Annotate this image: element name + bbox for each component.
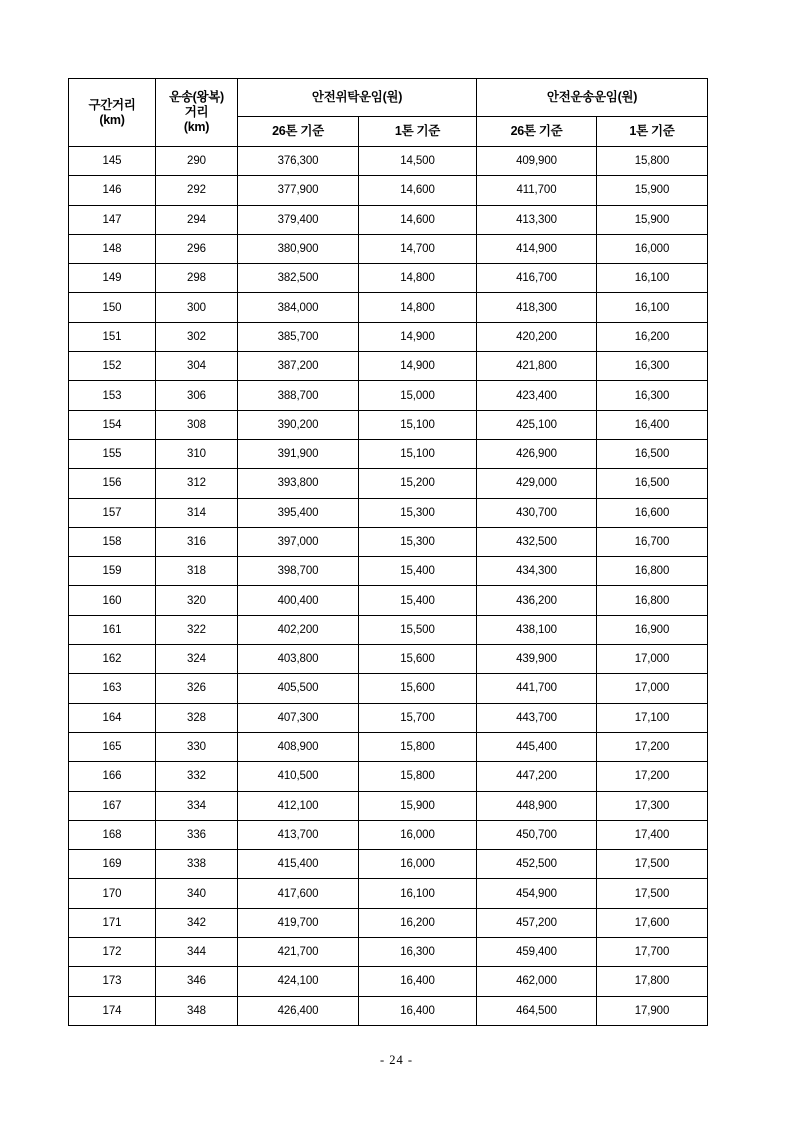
cell-consignment-1ton: 15,600: [359, 645, 477, 674]
cell-round-trip-distance: 336: [156, 820, 238, 849]
cell-consignment-26ton: 393,800: [238, 469, 359, 498]
cell-section-distance: 162: [69, 645, 156, 674]
cell-transport-1ton: 16,600: [597, 498, 708, 527]
cell-round-trip-distance: 310: [156, 439, 238, 468]
cell-round-trip-distance: 348: [156, 996, 238, 1025]
cell-consignment-26ton: 403,800: [238, 645, 359, 674]
cell-transport-1ton: 17,700: [597, 938, 708, 967]
cell-consignment-1ton: 16,300: [359, 938, 477, 967]
table-row: [69, 322, 708, 351]
cell-transport-26ton: 426,900: [477, 439, 597, 468]
cell-section-distance: 149: [69, 264, 156, 293]
cell-transport-26ton: 452,500: [477, 850, 597, 879]
cell-consignment-26ton: 391,900: [238, 439, 359, 468]
column-header-section-distance-unit: (km): [99, 112, 125, 127]
cell-consignment-26ton: 390,200: [238, 410, 359, 439]
cell-consignment-26ton: 395,400: [238, 498, 359, 527]
table-row: [69, 352, 708, 381]
cell-section-distance: 167: [69, 791, 156, 820]
cell-transport-26ton: 457,200: [477, 908, 597, 937]
cell-round-trip-distance: 306: [156, 381, 238, 410]
cell-transport-26ton: 439,900: [477, 645, 597, 674]
cell-round-trip-distance: 296: [156, 234, 238, 263]
table-row: [69, 234, 708, 263]
cell-consignment-26ton: 405,500: [238, 674, 359, 703]
cell-consignment-1ton: 14,900: [359, 352, 477, 381]
table-row: [69, 645, 708, 674]
cell-consignment-1ton: 16,400: [359, 967, 477, 996]
cell-transport-1ton: 16,200: [597, 322, 708, 351]
cell-consignment-26ton: 419,700: [238, 908, 359, 937]
cell-transport-26ton: 434,300: [477, 557, 597, 586]
cell-consignment-26ton: 421,700: [238, 938, 359, 967]
cell-consignment-1ton: 16,200: [359, 908, 477, 937]
cell-consignment-26ton: 412,100: [238, 791, 359, 820]
cell-round-trip-distance: 338: [156, 850, 238, 879]
cell-transport-1ton: 16,300: [597, 352, 708, 381]
cell-consignment-1ton: 14,700: [359, 234, 477, 263]
cell-transport-26ton: 425,100: [477, 410, 597, 439]
freight-rate-table: [68, 78, 708, 1026]
cell-consignment-1ton: 15,300: [359, 527, 477, 556]
cell-round-trip-distance: 304: [156, 352, 238, 381]
table-row: [69, 498, 708, 527]
cell-round-trip-distance: 326: [156, 674, 238, 703]
cell-transport-26ton: 450,700: [477, 820, 597, 849]
cell-round-trip-distance: 324: [156, 645, 238, 674]
cell-section-distance: 172: [69, 938, 156, 967]
cell-round-trip-distance: 290: [156, 147, 238, 176]
table-row: [69, 820, 708, 849]
table-row: [69, 879, 708, 908]
cell-transport-1ton: 17,500: [597, 879, 708, 908]
cell-section-distance: 160: [69, 586, 156, 615]
cell-round-trip-distance: 300: [156, 293, 238, 322]
cell-transport-1ton: 16,800: [597, 557, 708, 586]
cell-transport-1ton: 17,800: [597, 967, 708, 996]
cell-round-trip-distance: 342: [156, 908, 238, 937]
cell-section-distance: 166: [69, 762, 156, 791]
cell-round-trip-distance: 294: [156, 205, 238, 234]
column-header-round-trip-line2: 거리: [184, 105, 209, 120]
cell-transport-1ton: 17,500: [597, 850, 708, 879]
cell-transport-1ton: 17,200: [597, 762, 708, 791]
cell-consignment-26ton: 408,900: [238, 732, 359, 761]
cell-round-trip-distance: 332: [156, 762, 238, 791]
cell-consignment-26ton: 397,000: [238, 527, 359, 556]
cell-section-distance: 150: [69, 293, 156, 322]
column-header-transport-1ton: 1톤 기준: [597, 117, 708, 147]
cell-section-distance: 151: [69, 322, 156, 351]
cell-consignment-1ton: 15,700: [359, 703, 477, 732]
cell-consignment-1ton: 15,400: [359, 586, 477, 615]
cell-consignment-1ton: 14,600: [359, 205, 477, 234]
table-row: [69, 410, 708, 439]
table-row: [69, 469, 708, 498]
table-row: [69, 791, 708, 820]
cell-round-trip-distance: 334: [156, 791, 238, 820]
cell-transport-26ton: 421,800: [477, 352, 597, 381]
cell-consignment-1ton: 15,100: [359, 439, 477, 468]
cell-transport-1ton: 17,000: [597, 674, 708, 703]
cell-consignment-26ton: 387,200: [238, 352, 359, 381]
cell-consignment-26ton: 377,900: [238, 176, 359, 205]
cell-consignment-1ton: 14,600: [359, 176, 477, 205]
cell-section-distance: 157: [69, 498, 156, 527]
cell-consignment-1ton: 16,000: [359, 850, 477, 879]
cell-transport-26ton: 413,300: [477, 205, 597, 234]
cell-round-trip-distance: 340: [156, 879, 238, 908]
cell-transport-26ton: 454,900: [477, 879, 597, 908]
cell-consignment-1ton: 15,100: [359, 410, 477, 439]
table-row: [69, 762, 708, 791]
cell-transport-1ton: 16,500: [597, 439, 708, 468]
cell-transport-1ton: 15,900: [597, 176, 708, 205]
cell-round-trip-distance: 328: [156, 703, 238, 732]
cell-transport-26ton: 411,700: [477, 176, 597, 205]
cell-section-distance: 173: [69, 967, 156, 996]
cell-section-distance: 146: [69, 176, 156, 205]
cell-transport-26ton: 438,100: [477, 615, 597, 644]
cell-transport-1ton: 16,500: [597, 469, 708, 498]
cell-transport-26ton: 409,900: [477, 147, 597, 176]
table-row: [69, 293, 708, 322]
cell-transport-1ton: 17,200: [597, 732, 708, 761]
cell-section-distance: 169: [69, 850, 156, 879]
cell-section-distance: 163: [69, 674, 156, 703]
column-header-section-distance-line1: 구간거리: [88, 97, 136, 112]
cell-consignment-26ton: 413,700: [238, 820, 359, 849]
cell-section-distance: 145: [69, 147, 156, 176]
cell-transport-26ton: 443,700: [477, 703, 597, 732]
cell-consignment-26ton: 379,400: [238, 205, 359, 234]
cell-consignment-26ton: 400,400: [238, 586, 359, 615]
cell-consignment-1ton: 15,500: [359, 615, 477, 644]
cell-transport-1ton: 16,100: [597, 264, 708, 293]
cell-consignment-1ton: 16,100: [359, 879, 477, 908]
cell-round-trip-distance: 298: [156, 264, 238, 293]
cell-transport-1ton: 17,600: [597, 908, 708, 937]
cell-section-distance: 161: [69, 615, 156, 644]
header-row-top: [69, 79, 708, 117]
cell-consignment-26ton: 385,700: [238, 322, 359, 351]
cell-consignment-1ton: 15,600: [359, 674, 477, 703]
cell-transport-26ton: 416,700: [477, 264, 597, 293]
cell-round-trip-distance: 316: [156, 527, 238, 556]
cell-section-distance: 174: [69, 996, 156, 1025]
cell-round-trip-distance: 314: [156, 498, 238, 527]
cell-section-distance: 154: [69, 410, 156, 439]
table-row: [69, 615, 708, 644]
cell-consignment-1ton: 16,400: [359, 996, 477, 1025]
cell-round-trip-distance: 312: [156, 469, 238, 498]
table-row: [69, 996, 708, 1025]
cell-consignment-26ton: 407,300: [238, 703, 359, 732]
column-group-header-safe-transport-fare: 안전운송운임(원): [477, 79, 708, 117]
cell-transport-1ton: 16,000: [597, 234, 708, 263]
cell-section-distance: 153: [69, 381, 156, 410]
cell-transport-26ton: 418,300: [477, 293, 597, 322]
cell-section-distance: 165: [69, 732, 156, 761]
cell-round-trip-distance: 344: [156, 938, 238, 967]
cell-transport-1ton: 16,100: [597, 293, 708, 322]
cell-consignment-1ton: 14,800: [359, 293, 477, 322]
cell-consignment-26ton: 382,500: [238, 264, 359, 293]
cell-section-distance: 168: [69, 820, 156, 849]
cell-transport-1ton: 16,900: [597, 615, 708, 644]
cell-transport-1ton: 17,300: [597, 791, 708, 820]
cell-consignment-1ton: 15,000: [359, 381, 477, 410]
cell-section-distance: 171: [69, 908, 156, 937]
cell-transport-26ton: 432,500: [477, 527, 597, 556]
table-row: [69, 850, 708, 879]
cell-consignment-26ton: 415,400: [238, 850, 359, 879]
table-row: [69, 586, 708, 615]
cell-transport-26ton: 429,000: [477, 469, 597, 498]
cell-transport-26ton: 436,200: [477, 586, 597, 615]
cell-consignment-26ton: 426,400: [238, 996, 359, 1025]
column-header-round-trip-line1: 운송(왕복): [169, 90, 224, 105]
table-row: [69, 557, 708, 586]
cell-section-distance: 148: [69, 234, 156, 263]
cell-transport-26ton: 445,400: [477, 732, 597, 761]
cell-round-trip-distance: 346: [156, 967, 238, 996]
table-row: [69, 381, 708, 410]
table-row: [69, 205, 708, 234]
cell-transport-1ton: 17,400: [597, 820, 708, 849]
cell-section-distance: 147: [69, 205, 156, 234]
cell-round-trip-distance: 292: [156, 176, 238, 205]
cell-consignment-1ton: 15,200: [359, 469, 477, 498]
table-row: [69, 147, 708, 176]
cell-consignment-26ton: 388,700: [238, 381, 359, 410]
table-row: [69, 908, 708, 937]
cell-section-distance: 159: [69, 557, 156, 586]
table-row: [69, 938, 708, 967]
cell-section-distance: 170: [69, 879, 156, 908]
cell-round-trip-distance: 322: [156, 615, 238, 644]
cell-consignment-26ton: 376,300: [238, 147, 359, 176]
column-header-consignment-26ton: 26톤 기준: [238, 117, 359, 147]
column-header-round-trip-distance: [156, 79, 238, 147]
cell-transport-26ton: 420,200: [477, 322, 597, 351]
cell-transport-26ton: 459,400: [477, 938, 597, 967]
column-header-transport-26ton: 26톤 기준: [477, 117, 597, 147]
cell-round-trip-distance: 320: [156, 586, 238, 615]
cell-consignment-26ton: 380,900: [238, 234, 359, 263]
table-row: [69, 967, 708, 996]
column-group-header-safe-consignment-fare: 안전위탁운임(원): [238, 79, 477, 117]
cell-transport-1ton: 15,900: [597, 205, 708, 234]
cell-transport-26ton: 448,900: [477, 791, 597, 820]
cell-consignment-1ton: 16,000: [359, 820, 477, 849]
cell-consignment-26ton: 384,000: [238, 293, 359, 322]
cell-transport-26ton: 464,500: [477, 996, 597, 1025]
cell-transport-1ton: 16,300: [597, 381, 708, 410]
cell-round-trip-distance: 308: [156, 410, 238, 439]
cell-transport-26ton: 423,400: [477, 381, 597, 410]
cell-consignment-1ton: 15,400: [359, 557, 477, 586]
table-header: [69, 79, 708, 147]
table-row: [69, 264, 708, 293]
table-row: [69, 732, 708, 761]
cell-round-trip-distance: 318: [156, 557, 238, 586]
cell-transport-1ton: 15,800: [597, 147, 708, 176]
cell-consignment-1ton: 15,300: [359, 498, 477, 527]
cell-round-trip-distance: 330: [156, 732, 238, 761]
cell-section-distance: 158: [69, 527, 156, 556]
cell-transport-26ton: 441,700: [477, 674, 597, 703]
cell-consignment-1ton: 15,800: [359, 732, 477, 761]
cell-consignment-1ton: 14,500: [359, 147, 477, 176]
cell-consignment-26ton: 398,700: [238, 557, 359, 586]
cell-consignment-1ton: 14,800: [359, 264, 477, 293]
table-body: [69, 147, 708, 1026]
table-row: [69, 674, 708, 703]
cell-consignment-26ton: 402,200: [238, 615, 359, 644]
table-row: [69, 439, 708, 468]
column-header-section-distance: [69, 79, 156, 147]
column-header-consignment-1ton: 1톤 기준: [359, 117, 477, 147]
cell-consignment-1ton: 15,800: [359, 762, 477, 791]
cell-transport-1ton: 17,900: [597, 996, 708, 1025]
cell-transport-1ton: 16,400: [597, 410, 708, 439]
cell-transport-26ton: 447,200: [477, 762, 597, 791]
cell-round-trip-distance: 302: [156, 322, 238, 351]
page-number-footer: - 24 -: [379, 1053, 414, 1067]
table-row: [69, 703, 708, 732]
cell-transport-26ton: 430,700: [477, 498, 597, 527]
column-header-round-trip-unit: (km): [183, 119, 210, 134]
cell-transport-1ton: 17,100: [597, 703, 708, 732]
table-row: [69, 176, 708, 205]
cell-consignment-26ton: 417,600: [238, 879, 359, 908]
cell-consignment-26ton: 410,500: [238, 762, 359, 791]
cell-consignment-1ton: 14,900: [359, 322, 477, 351]
cell-section-distance: 152: [69, 352, 156, 381]
cell-transport-1ton: 16,800: [597, 586, 708, 615]
cell-transport-26ton: 462,000: [477, 967, 597, 996]
cell-transport-1ton: 17,000: [597, 645, 708, 674]
cell-section-distance: 156: [69, 469, 156, 498]
table-row: [69, 527, 708, 556]
cell-transport-1ton: 16,700: [597, 527, 708, 556]
cell-transport-26ton: 414,900: [477, 234, 597, 263]
cell-section-distance: 155: [69, 439, 156, 468]
cell-consignment-1ton: 15,900: [359, 791, 477, 820]
cell-section-distance: 164: [69, 703, 156, 732]
cell-consignment-26ton: 424,100: [238, 967, 359, 996]
